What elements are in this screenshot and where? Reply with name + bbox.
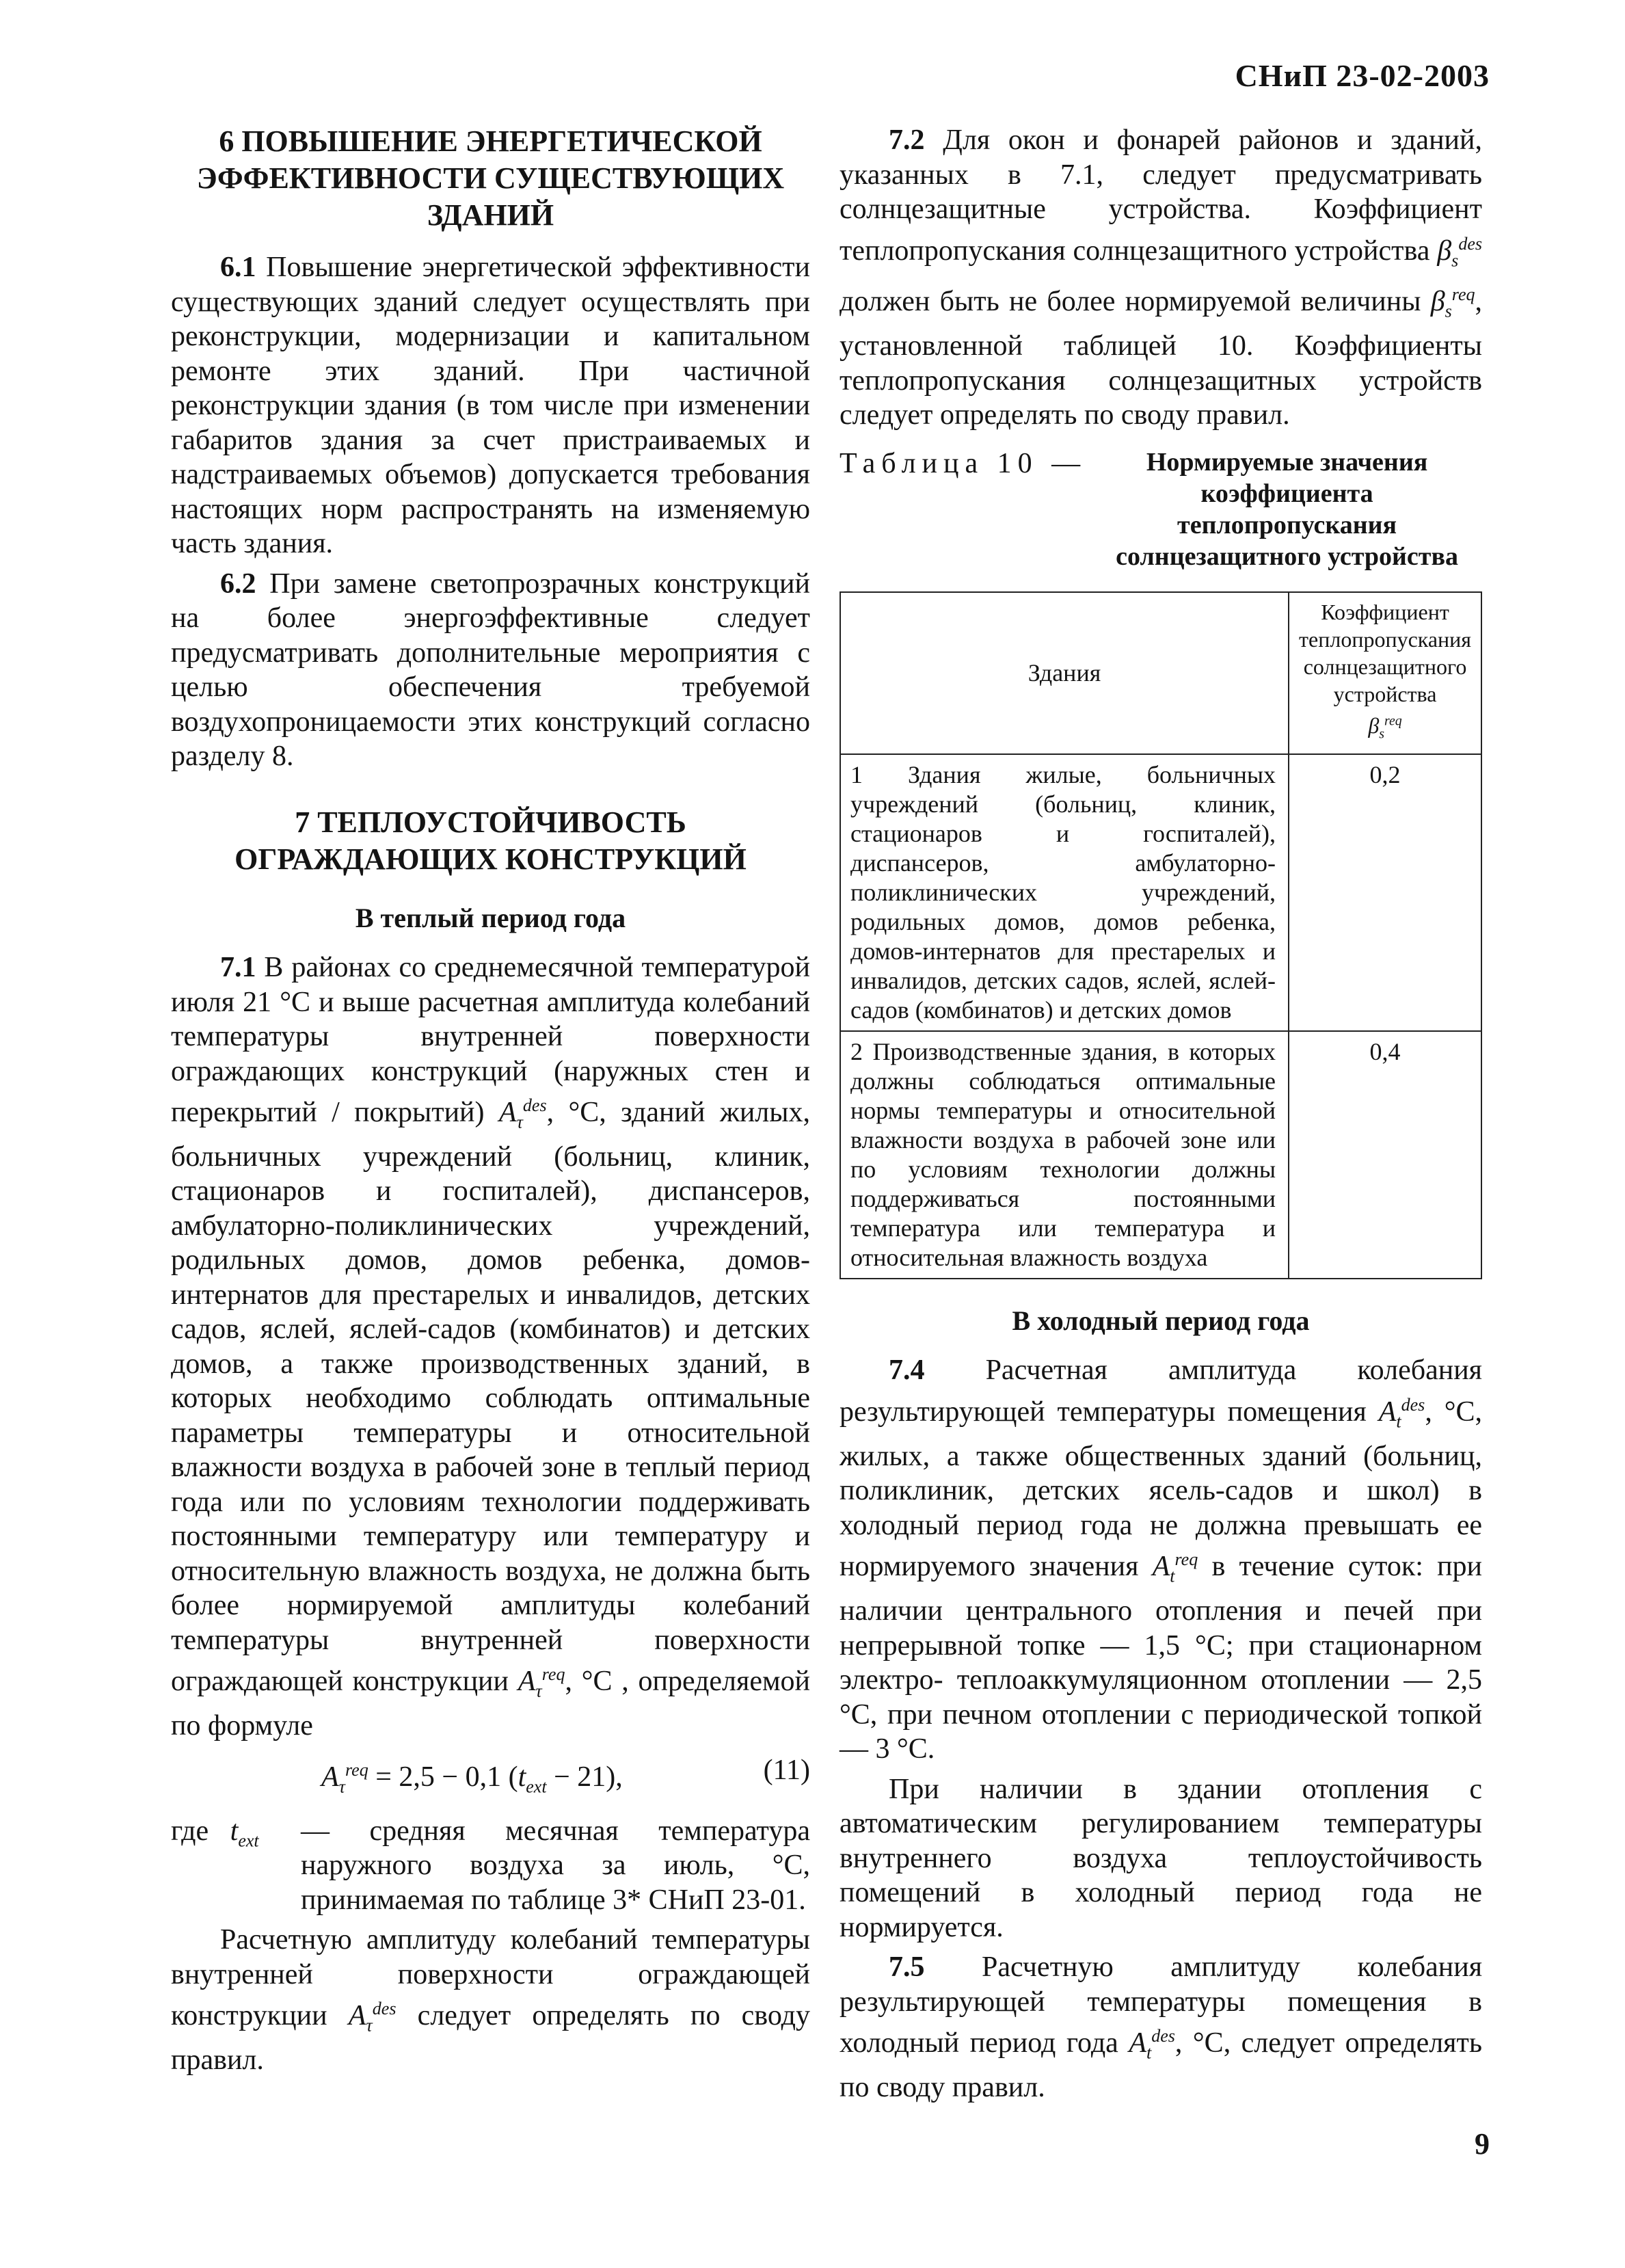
- paragraph-7-5: 7.5 Расчетную амплитуду колебания результирующей температуры помещения в холодный период года $A_t^{des}$, °С, следует определять по своду правил.: [840, 1951, 1483, 2103]
- table-cell-value: 0,2: [1289, 754, 1481, 1031]
- table-title: Нормируемые значения коэффициента теплопропускания солнцезащитного устройства: [1116, 447, 1458, 571]
- paragraph-6-2: [171, 567, 810, 774]
- table-cell-building: 2 Производственные здания, в которых должны соблюдаться оптимальные нормы температуры и относительной влажности воздуха в рабочей зоне или по условиям технологии должны поддерживаться постоянными температура или температура и относительная влажность воздуха: [840, 1031, 1289, 1279]
- symbol-a-tau-des: $A_\tau^{des}$: [498, 1095, 547, 1132]
- paragraph-7-2: 7.2 Для окон и фонарей районов и зданий, указанных в 7.1, следует предусматривать солнцезащитные устройства. Коэффициент теплопропускания солнцезащитного устройства $\beta_s^{des}$ должен быть не более нормируемой величины $\beta_s^{req}$, установленной таблицей 10. Коэффициенты теплопропускания солнцезащитных устройств следует определять по своду правил.: [840, 124, 1483, 431]
- paragraph-text: Повышение энергетической эффективности существующих зданий следует осуществлять при реконструкции, модернизации и капитальном ремонте этих зданий. При частичной реконструкции здания (в том числе при изменении габаритов здания за счет пристраиваемых и надстраиваемых объемов) допускается требования настоящих норм распространять на изменяемую часть здания.: [171, 252, 811, 559]
- where-label: где $t_{ext}$: [171, 1815, 259, 1851]
- clause-number: 7.2: [889, 124, 925, 156]
- formula-number: (11): [763, 1754, 810, 1786]
- clause-number: 7.1: [220, 952, 256, 983]
- paragraph-7-4-b: При наличии в здании отопления с автоматическим регулированием температуры внутреннего воздуха теплоустойчивость помещений в холодный период года не нормируется.: [840, 1773, 1482, 1943]
- paragraph-7-4: 7.4 Расчетная амплитуда колебания результирующей температуры помещения $A_t^{des}$, °С, жилых, а также общественных зданий (больниц, поликлиник, детских ясель-садов и школ) в холодный период года не должна превышать ее нормируемого значения $A_t^{req}$ в течение суток: при наличии центрального отопления и печей при непрерывной топке — 1,5 °С; при стационарном электро- теплоаккумуляционном отоплении — 2,5 °С, при печном отоплении с периодической топкой — 3 °С.: [840, 1355, 1483, 1765]
- symbol-a-t-req: $A_t^{req}$: [1152, 1549, 1198, 1586]
- paragraph-text: При замене светопрозрачных конструкций на более энергоэффективные следует предусматривать дополнительные мероприятия с целью обеспечения требуемой воздухопроницаемости этих конструкций согласно разделу 8.: [171, 568, 810, 772]
- paragraph-7-1: [171, 950, 810, 1744]
- formula-explanation: [171, 1814, 810, 1918]
- paragraph-text: , °С, зданий жилых, больничных учреждений (больниц, клиник, стационаров и госпиталей), диспансеров, амбулаторно-поликлинических учреждений, родильных домов, домов ребенка, домов-интернатов для престарелых и инвалидов, детских садов, яслей, яслей-садов (комбинатов) и детских домов, а также производственных зданий, в которых необходимо соблюдать оптимальные параметры температуры и относительной влажности воздуха в рабочей зоне в теплый период года или по условиям технологии поддерживать постоянными температуру или температуру и относительную влажность воздуха, не должна быть более нормируемой амплитуды колебаний температуры внутренней поверхности ограждающей конструкции: [171, 1097, 810, 1698]
- paragraph-text: , °С , определяемой по формуле: [171, 1666, 811, 1742]
- formula-expression: $A_\tau^{req} = 2,5 - 0,1$ $(t_{ext} - 21)$,: [321, 1759, 623, 1797]
- cold-period-heading: В холодный период года: [1012, 1305, 1310, 1336]
- table-cell-value: 0,4: [1289, 1031, 1481, 1279]
- paragraph-7-1-b: Расчетную амплитуду колебаний температуры внутренней поверхности ограждающей конструкции $A_\tau^{des}$ следует определять по своду правил.: [171, 1924, 811, 2077]
- clause-number: 6.1: [220, 252, 256, 283]
- table-10: [840, 591, 1482, 1279]
- symbol-beta-s-req: $\beta_s^{req}$: [1430, 284, 1475, 321]
- symbol-a-t-des: $A_t^{des}$: [1378, 1394, 1425, 1432]
- warm-period-heading: В теплый период года: [355, 902, 626, 933]
- table-label: Таблица 10 —: [840, 447, 1087, 479]
- left-column: [171, 123, 810, 2083]
- table-row: [840, 754, 1481, 1031]
- section-6-heading: 6 ПОВЫШЕНИЕ ЭНЕРГЕТИЧЕСКОЙ ЭФФЕКТИВНОСТИ СУЩЕСТВУЮЩИХ ЗДАНИЙ: [196, 124, 785, 232]
- right-column: [840, 123, 1482, 2111]
- section-7-heading: 7 ТЕПЛОУСТОЙЧИВОСТЬ ОГРАЖДАЮЩИХ КОНСТРУКЦИЙ: [234, 805, 747, 876]
- symbol-beta-s-des: $\beta_s^{des}$: [1437, 233, 1483, 270]
- table-header-row: [840, 592, 1481, 754]
- page-number: 9: [1475, 2127, 1490, 2161]
- col-header-buildings: Здания: [840, 592, 1289, 754]
- symbol-a-tau-des: $A_\tau^{des}$: [348, 1999, 397, 2036]
- clause-number: 7.4: [889, 1355, 925, 1387]
- col-header-coefficient: Коэффициент теплопропускания солнцезащитного устройства $\beta_s^{req}$: [1289, 592, 1481, 754]
- symbol-a-tau-req: $A_\tau^{req}$: [518, 1664, 565, 1701]
- clause-number: 7.5: [889, 1951, 925, 1984]
- table-row: [840, 1031, 1481, 1279]
- document-code-header: СНиП 23-02-2003: [1235, 58, 1490, 93]
- symbol-a-t-des: $A_t^{des}$: [1129, 2026, 1175, 2063]
- where-text: — средняя месячная температура наружного воздуха за июль, °С, принимаемая по таблице 3* СНиП 23-01.: [301, 1815, 810, 1916]
- paragraph-6-1: [171, 250, 810, 561]
- formula-11: [171, 1753, 810, 1804]
- paragraph-text: В районах со среднемесячной температурой июля 21 °С и выше расчетная амплитуда колебаний температуры внутренней поверхности ограждающих конструкций (наружных стен и перекрытий / покрытий): [171, 952, 811, 1128]
- table-10-caption: [840, 446, 1482, 572]
- table-cell-building: 1 Здания жилые, больничных учреждений (больниц, клиник, стационаров и госпиталей), диспансеров, амбулаторно-поликлинических учреждений, родильных домов, домов ребенка, домов-интернатов для престарелых и инвалидов, детских садов, яслей, яслей-садов (комбинатов) и детских домов: [840, 754, 1289, 1031]
- clause-number: 6.2: [220, 568, 256, 600]
